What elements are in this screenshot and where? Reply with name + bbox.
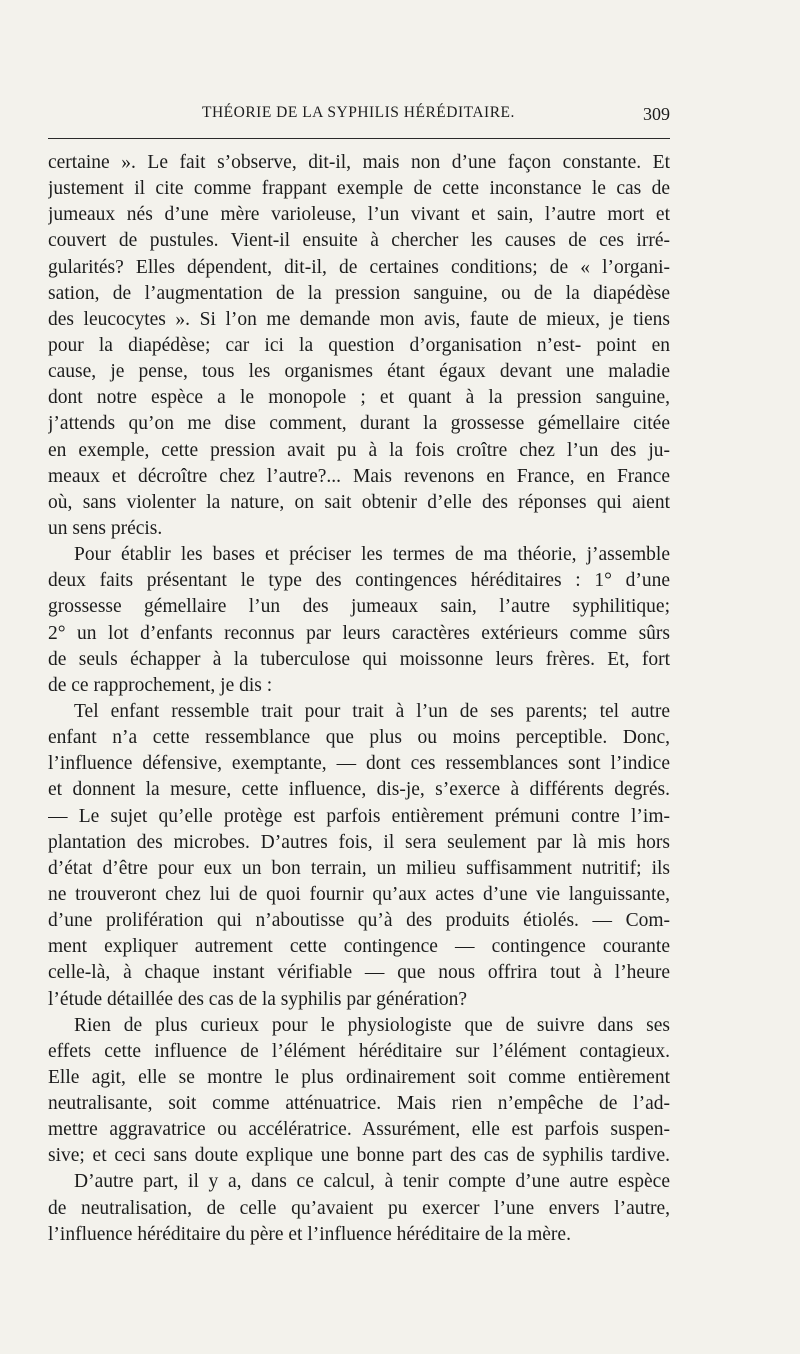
text-line: Elle agit, elle se montre le plus ordinairement soit comme entièrement [48,1066,670,1088]
text-line: Pour établir les bases et préciser les termes de ma théorie, j’assemble [74,544,670,566]
text-line: cause, je pense, tous les organismes étant égaux devant une maladie [48,361,670,383]
text-line: certaine ». Le fait s’observe, dit-il, mais non d’une façon constante. Et [48,152,670,173]
text-line: sive; et ceci sans doute explique une bonne part des cas de syphilis tardive. [48,1145,670,1167]
running-title: THÉORIE DE LA SYPHILIS HÉRÉDITAIRE. [202,104,515,121]
text-line: de seuls échapper à la tuberculose qui moissonne leurs frères. Et, fort [48,648,670,670]
text-line: 2° un lot d’enfants reconnus par leurs caractères extérieurs comme sûrs [48,622,670,644]
text-line: des leucocytes ». Si l’on me demande mon avis, faute de mieux, je tiens [48,308,670,330]
text-line: deux faits présentant le type des contingences héréditaires : 1° d’une [48,570,670,592]
text-line: un sens précis. [48,517,163,539]
text-line: grossesse gémellaire l’un des jumeaux sain, l’autre syphilitique; [48,596,670,618]
text-line: où, sans violenter la nature, on sait obtenir d’elle des réponses qui aient [48,491,670,513]
text-line: Rien de plus curieux pour le physiologiste que de suivre dans ses [74,1014,670,1036]
text-line: mettre aggravatrice ou accélératrice. Assurément, elle est parfois suspen- [48,1119,670,1141]
text-line: sation, de l’augmentation de la pression sanguine, ou de la diapédèse [48,282,670,304]
text-line: celle-là, à chaque instant vérifiable — que nous offrira tout à l’heure [48,962,670,984]
text-line: d’état d’être pour eux un bon terrain, un milieu suffisamment nutritif; ils [48,857,670,879]
text-line: ment expliquer autrement cette contingence — contingence courante [48,936,670,958]
text-line: meaux et décroître chez l’autre?... Mais revenons en France, en France [48,465,670,487]
text-line: dont notre espèce a le monopole ; et quant à la pression sanguine, [48,387,670,409]
text-line: en exemple, cette pression avait pu à la fois croître chez l’un des ju- [48,439,670,461]
header-rule [48,138,670,139]
text-line: l’influence défensive, exemptante, — dont ces ressemblances sont l’indice [48,753,670,775]
text-line: couvert de pustules. Vient-il ensuite à chercher les causes de ces irré- [48,230,670,252]
text-line: effets cette influence de l’élément héréditaire sur l’élément contagieux. [48,1040,670,1062]
text-line: pour la diapédèse; car ici la question d’organisation n’est- point en [48,334,670,356]
text-line: j’attends qu’on me dise comment, durant la grossesse gémellaire citée [48,413,670,435]
text-line: et donnent la mesure, cette influence, dis-je, s’exerce à différents degrés. [48,779,670,801]
page-header [48,104,670,130]
text-line: d’une prolifération qui n’aboutisse qu’à des produits étiolés. — Com- [48,910,670,932]
text-line: de ce rapprochement, je dis : [48,674,273,696]
text-line: l’étude détaillée des cas de la syphilis par génération? [48,988,468,1010]
text-line: gularités? Elles dépendent, dit-il, de certaines conditions; de « l’organi- [48,256,670,278]
text-line: Tel enfant ressemble trait pour trait à l’un de ses parents; tel autre [74,700,670,722]
text-line: ne trouveront chez lui de quoi fournir qu’aux actes d’une vie languissante, [48,883,670,905]
text-line: de neutralisation, de celle qu’avaient pu exercer l’une envers l’autre, [48,1197,670,1219]
text-line: jumeaux nés d’une mère varioleuse, l’un vivant et sain, l’autre mort et [48,204,670,226]
text-line: D’autre part, il y a, dans ce calcul, à tenir compte d’une autre espèce [74,1171,670,1193]
page-number: 309 [643,104,670,124]
body-text [48,150,670,1248]
text-line: plantation des microbes. D’autres fois, il sera seulement par là mis hors [48,831,670,853]
text-line: enfant n’a cette ressemblance que plus ou moins perceptible. Donc, [48,727,670,749]
text-line: justement il cite comme frappant exemple de cette inconstance le cas de [48,178,670,200]
text-line: neutralisante, soit comme atténuatrice. Mais rien n’empêche de l’ad- [48,1093,670,1115]
text-line: — Le sujet qu’elle protège est parfois entièrement prémuni contre l’im- [48,805,670,827]
text-line: l’influence héréditaire du père et l’influence héréditaire de la mère. [48,1223,571,1245]
